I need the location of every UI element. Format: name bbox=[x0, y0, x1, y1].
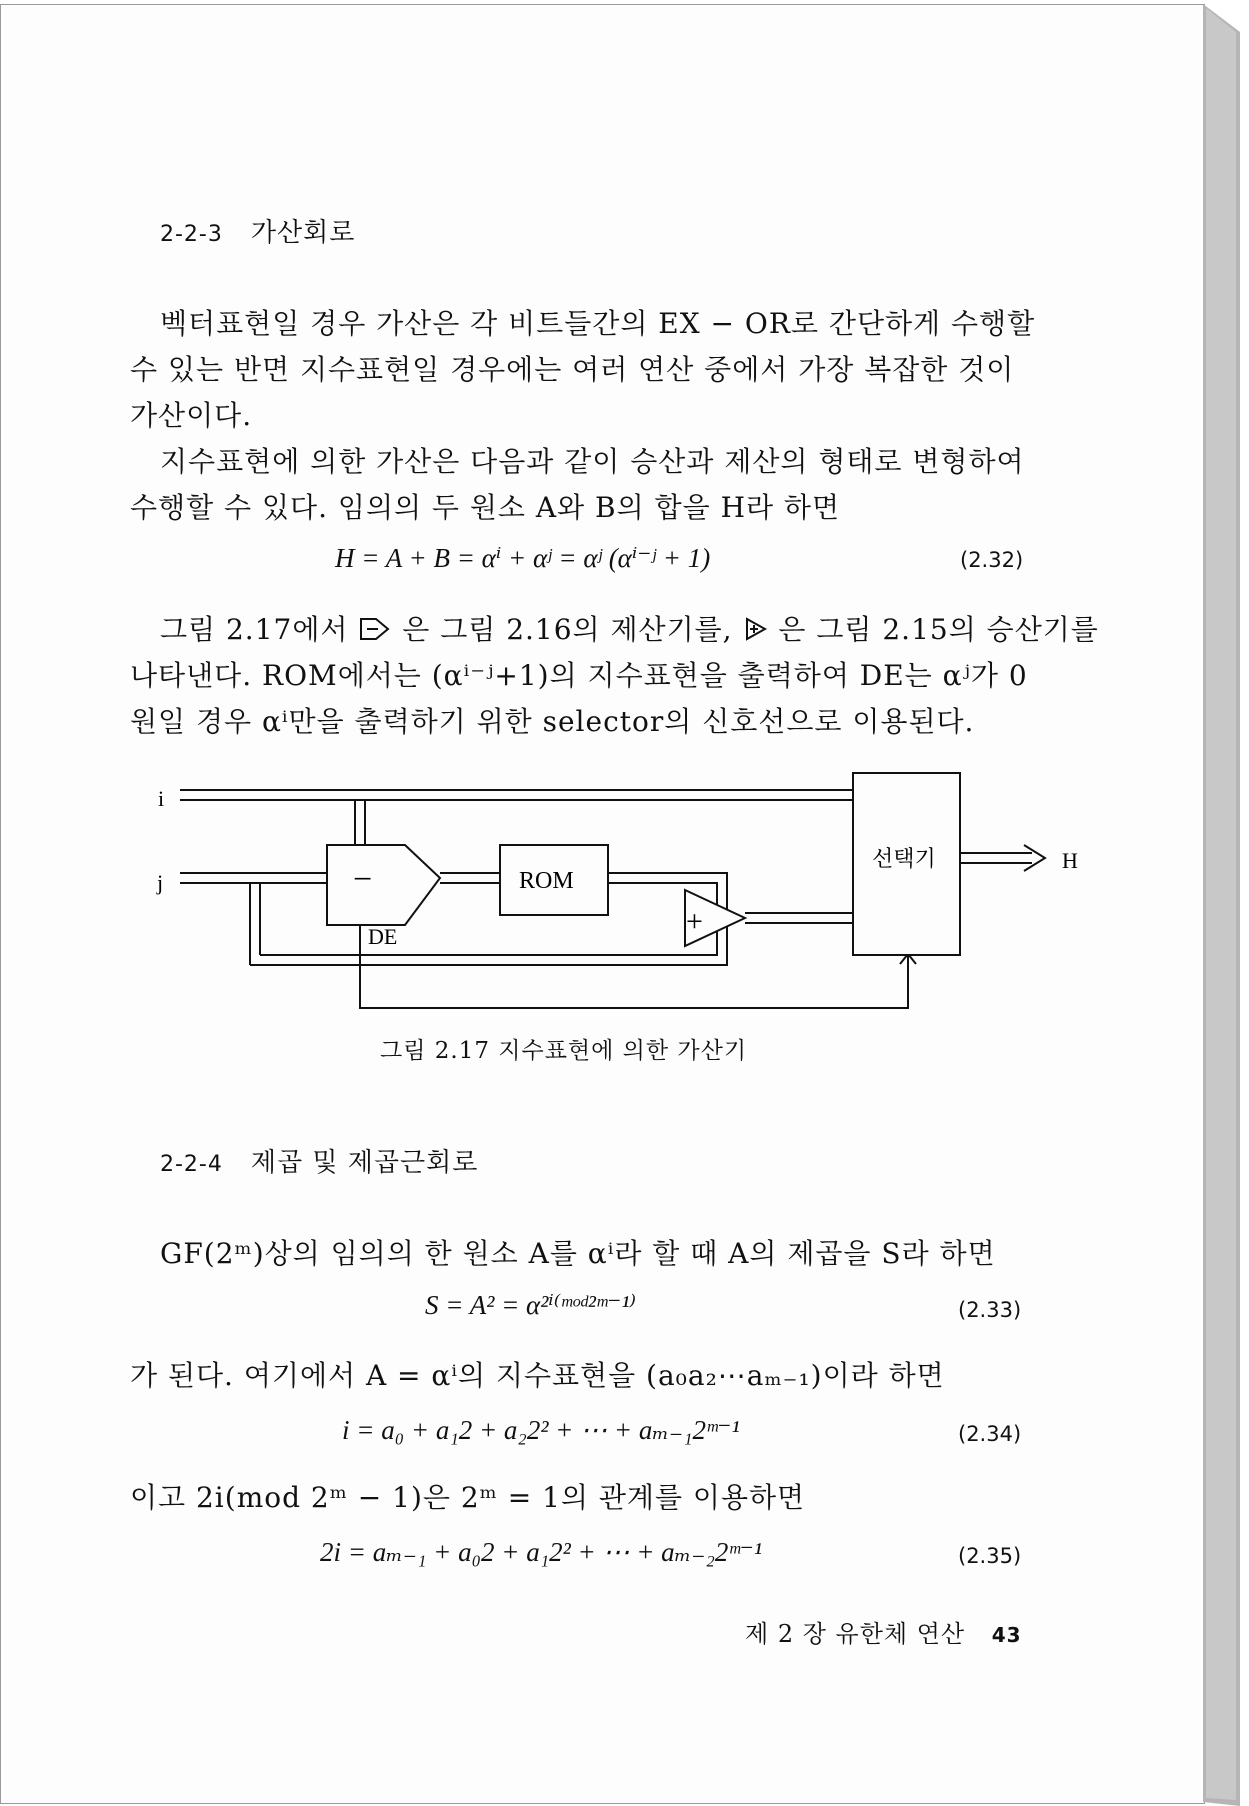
section-title: 제곱 및 제곱근회로 bbox=[250, 1148, 479, 1178]
section-heading-2-2-4 bbox=[160, 1142, 478, 1179]
para4-line1: GF(2ᵐ)상의 임의의 한 원소 A를 αⁱ라 할 때 A의 제곱을 S라 하면 bbox=[160, 1237, 996, 1270]
section-number: 2-2-3 bbox=[160, 222, 223, 247]
para3-line2: 나타낸다. ROM에서는 (αⁱ⁻ʲ+1)의 지수표현을 출력하여 DE는 αʲ가 0 bbox=[130, 659, 1028, 692]
para1-line1: 벡터표현일 경우 가산은 각 비트들간의 EX − OR로 간단하게 수행할 bbox=[160, 307, 1036, 340]
rom-label: ROM bbox=[519, 868, 574, 894]
equation-2-33: S = A² = α²ⁱ⁽ᵐᵒᵈ²ᵐ⁻¹⁾ bbox=[425, 1290, 637, 1320]
output-h-label: H bbox=[1062, 848, 1078, 873]
figure-caption: 그림 2.17 지수표현에 의한 가산기 bbox=[380, 1038, 748, 1064]
equation-number-2-34: (2.34) bbox=[958, 1422, 1022, 1446]
para2-line2: 수행할 수 있다. 임의의 두 원소 A와 B의 합을 H라 하면 bbox=[130, 491, 841, 524]
adder-symbol: + bbox=[686, 905, 703, 938]
section-title: 가산회로 bbox=[250, 218, 356, 248]
section-number: 2-2-4 bbox=[160, 1152, 223, 1177]
equation-number-2-33: (2.33) bbox=[958, 1298, 1022, 1322]
equation-2-32: H = A + B = αⁱ + αʲ = αʲ (αⁱ⁻ʲ + 1) bbox=[335, 543, 711, 573]
para3-text-c: 은 그림 2.15의 승산기를 bbox=[778, 613, 1099, 646]
para3-text-a: 그림 2.17에서 bbox=[160, 613, 349, 646]
equation-number-2-32: (2.32) bbox=[960, 548, 1024, 572]
para2-line1: 지수표현에 의한 가산은 다음과 같이 승산과 제산의 형태로 변형하여 bbox=[160, 445, 1025, 478]
para3-line3: 원일 경우 αⁱ만을 출력하기 위한 selector의 신호선으로 이용된다. bbox=[130, 705, 975, 738]
running-footer bbox=[745, 1614, 1022, 1649]
equation-2-34: i = a₀ + a₁2 + a₂2² + ⋯ + aₘ₋₁2ᵐ⁻¹ bbox=[342, 1415, 740, 1445]
equation-number-2-35: (2.35) bbox=[958, 1544, 1022, 1568]
para1-line3: 가산이다. bbox=[130, 399, 253, 432]
input-j-label: j bbox=[157, 870, 164, 895]
para5-line1: 가 된다. 여기에서 A = αⁱ의 지수표현을 (a₀a₂⋯aₘ₋₁)이라 하면 bbox=[130, 1359, 945, 1392]
footer-chapter: 제 2 장 유한체 연산 bbox=[745, 1620, 966, 1648]
para6-line1: 이고 2i(mod 2ᵐ − 1)은 2ᵐ = 1의 관계를 이용하면 bbox=[130, 1481, 806, 1514]
page-number: 43 bbox=[991, 1623, 1022, 1647]
subtractor-block bbox=[327, 845, 440, 925]
para1-line2: 수 있는 반면 지수표현일 경우에는 여러 연산 중에서 가장 복잡한 것이 bbox=[130, 353, 1015, 386]
para3-text-b: 은 그림 2.16의 제산기를, bbox=[402, 613, 733, 646]
equation-2-35: 2i = aₘ₋₁ + a₀2 + a₁2² + ⋯ + aₘ₋₂2ᵐ⁻¹ bbox=[320, 1537, 762, 1567]
selector-label: 선택기 bbox=[872, 847, 936, 872]
subtractor-symbol: − bbox=[353, 861, 373, 898]
de-label: DE bbox=[368, 924, 398, 949]
input-i-label: i bbox=[158, 786, 165, 811]
